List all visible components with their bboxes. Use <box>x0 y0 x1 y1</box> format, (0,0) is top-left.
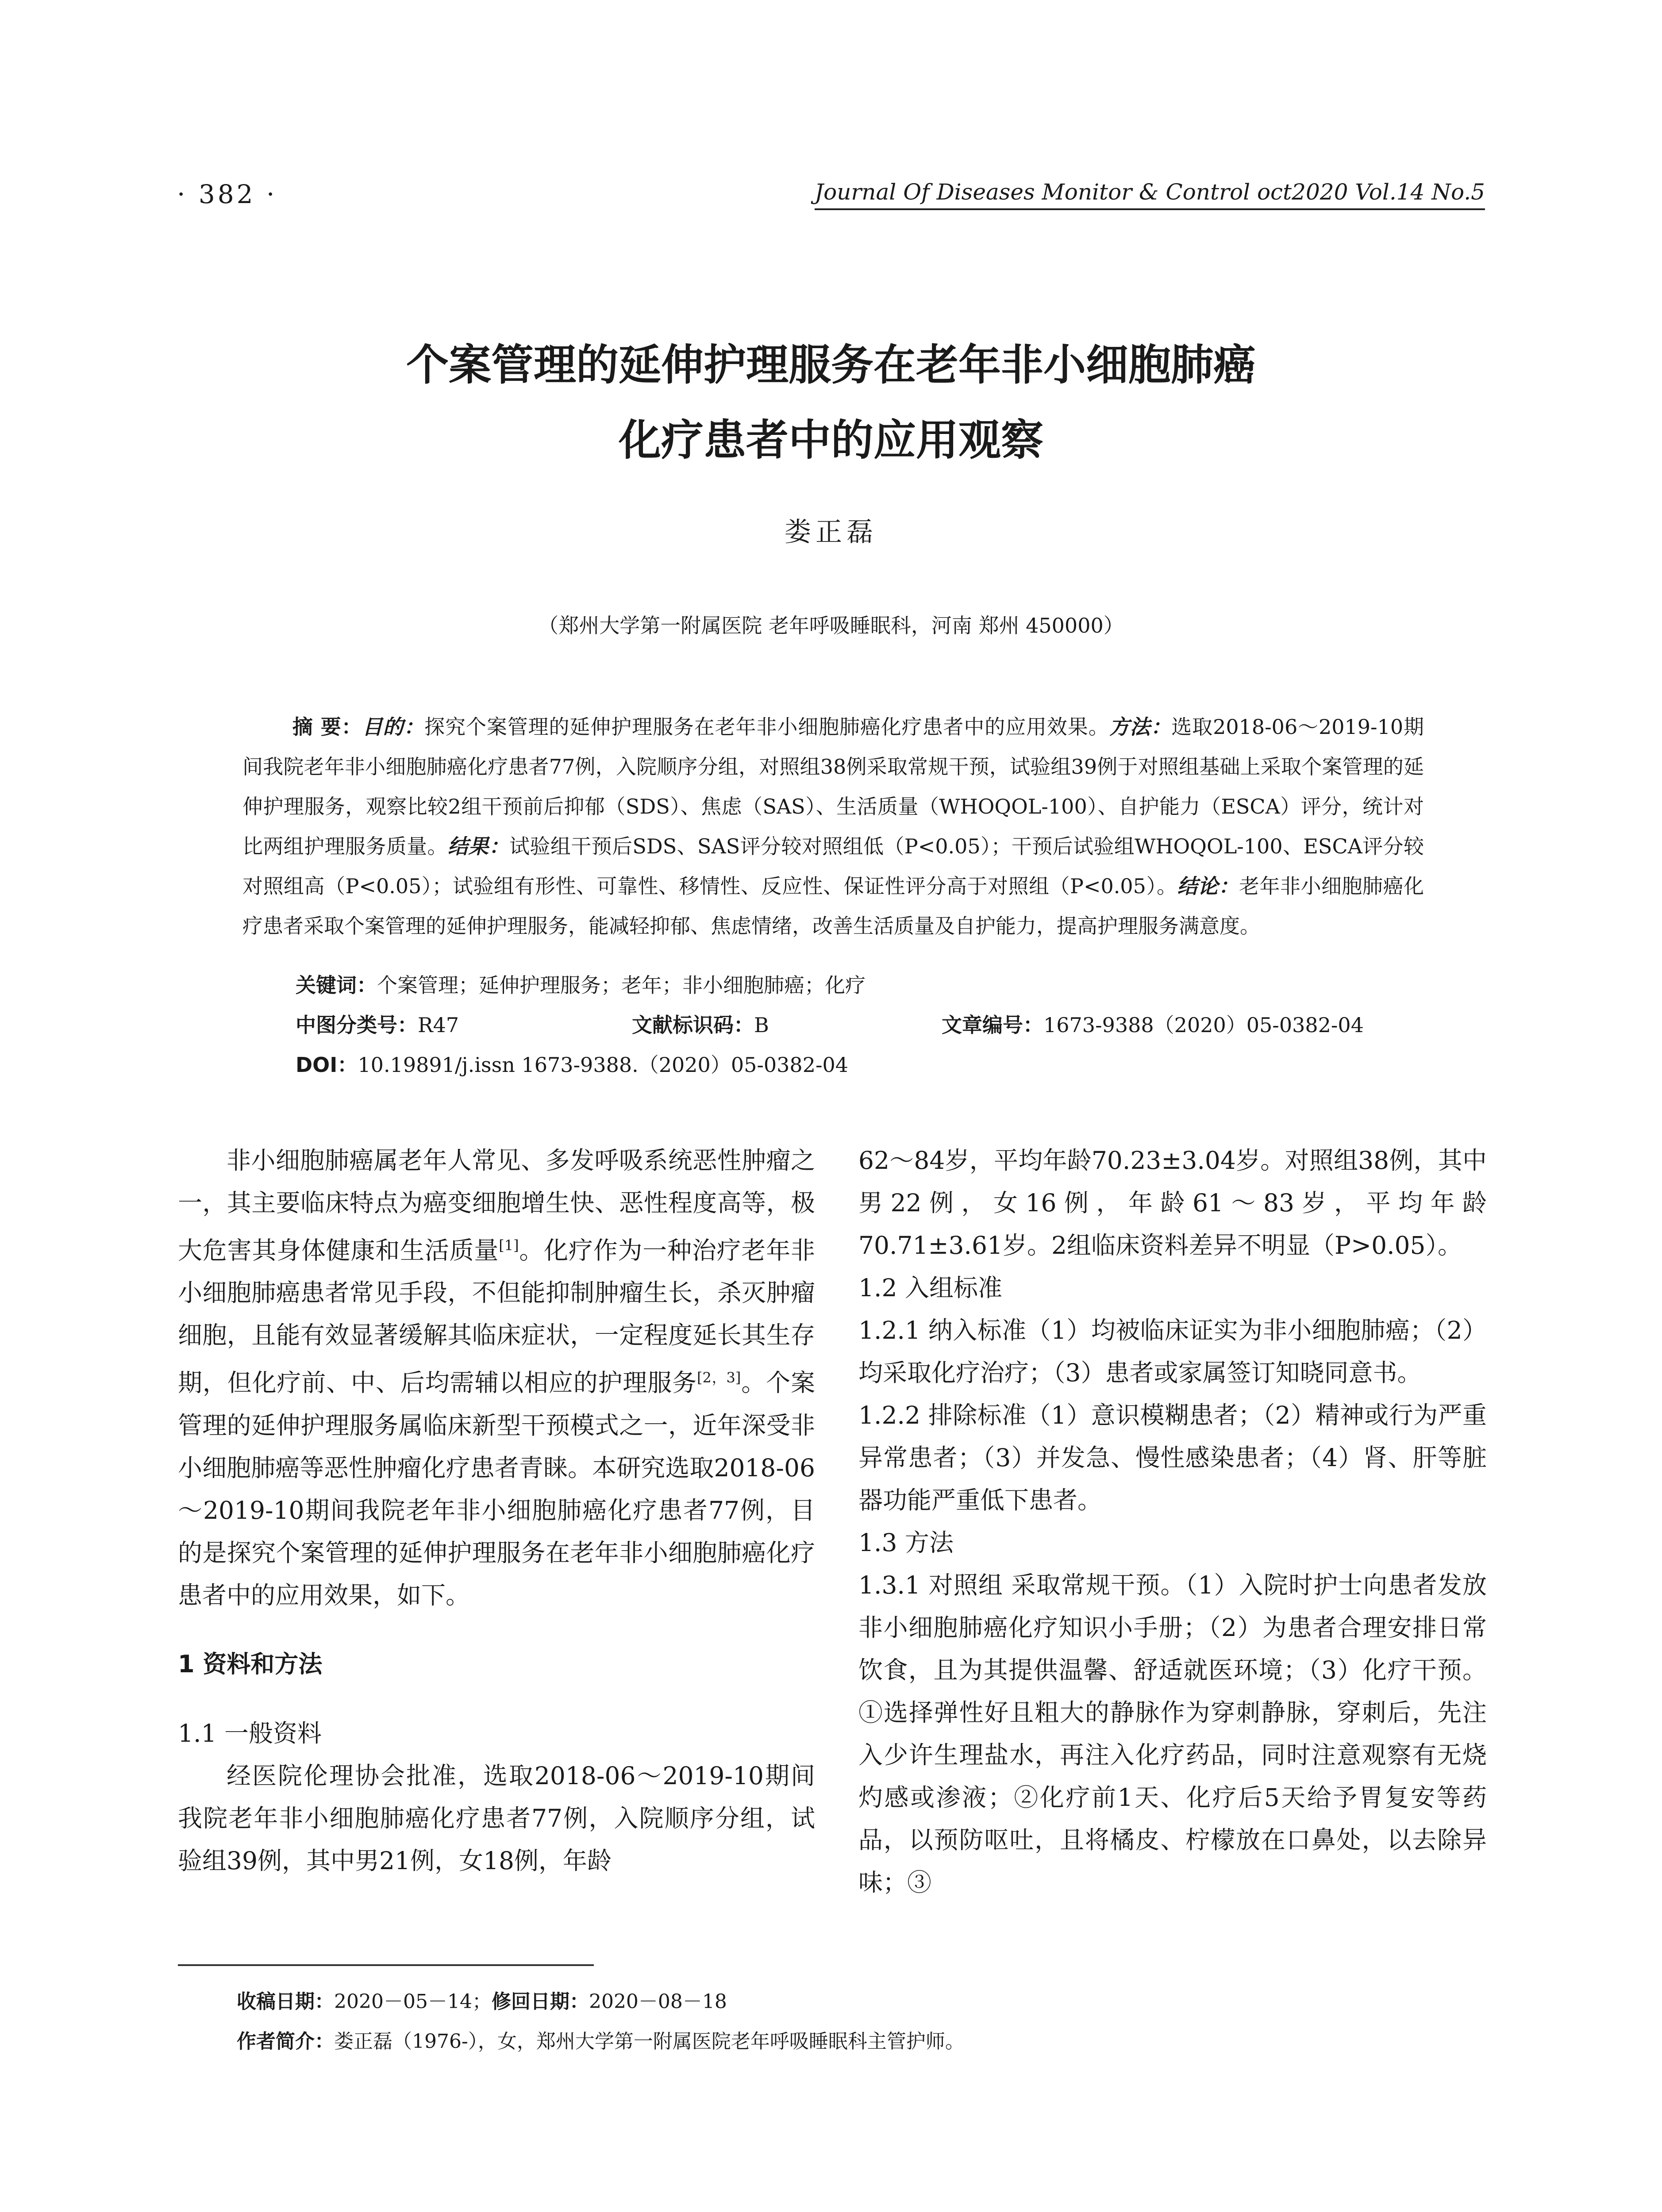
author: 娄正磊 <box>785 517 877 548</box>
objective-label: 目的： <box>362 715 425 739</box>
classification-row <box>296 1005 1424 1045</box>
conclusion-label: 结论： <box>1177 874 1239 898</box>
citation-1[interactable]: [1] <box>499 1237 519 1254</box>
section-heading-1-1: 1.1 一般资料 <box>178 1719 322 1747</box>
title-line-2: 化疗患者中的应用观察 <box>619 415 1043 465</box>
clc-value: R47 <box>418 1013 459 1037</box>
bio-text: 娄正磊（1976-），女，郑州大学第一附属医院老年呼吸睡眠科主管护师。 <box>334 2030 965 2053</box>
clc-code <box>296 1005 459 1045</box>
control-group-method: 1.3.1 对照组 采取常规干预。（1）入院时护士向患者发放非小细胞肺癌化疗知识小手册；（2）为患者合理安排日常饮食，且为其提供温馨、舒适就医环境；（3）化疗干预。①选择弹性好且粗大的静脉作为穿刺静脉，穿刺后，先注入少许生理盐水，再注入化疗药品，同时注意观察有无烧灼感或渗液；②化疗前1天、化疗后5天给予胃复安等药品，以预防呕吐，且将橘皮、柠檬放在口鼻处，以去除异味；③ <box>858 1571 1487 1897</box>
intro-text-b: 。化疗作为一种治疗老年非小细胞肺癌患者常见手段，不但能抑制肿瘤生长，杀灭肿瘤细胞，且能有效显著缓解其临床症状，一定程度延长其生存期，但化疗前、中、后均需辅以相应的护理服务 <box>178 1236 815 1397</box>
intro-text-c: 。个案管理的延伸护理服务属临床新型干预模式之一，近年深受非小细胞肺癌等恶性肿瘤化疗患者青睐。本研究选取2018-06～2019-10期间我院老年非小细胞肺癌化疗患者77例，目的是探究个案管理的延伸护理服务在老年非小细胞肺癌化疗患者中的应用效果，如下。 <box>178 1368 815 1609</box>
abstract-label: 摘 要： <box>292 715 362 739</box>
method-text: 选取2018-06～2019-10期间我院老年非小细胞肺癌化疗患者77例，入院顺序分组，对照组38例采取常规干预，试验组39例于对照组基础上采取个案管理的延伸护理服务，观察比较2组干预前后抑郁（SDS）、焦虑（SAS）、生活质量（WHOQOL-100）、自护能力（ESCA）评分，统计对比两组护理服务质量。 <box>242 715 1424 858</box>
article-label: 文章编号： <box>942 1013 1043 1037</box>
section-heading-1: 1 资料和方法 <box>178 1650 323 1678</box>
keywords-label: 关键词： <box>296 973 377 997</box>
journal-header: Journal Of Diseases Monitor & Control oct2020 Vol.14 No.5 <box>815 179 1485 210</box>
article-value: 1673-9388（2020）05-0382-04 <box>1043 1013 1364 1037</box>
bio-label: 作者简介： <box>237 2030 334 2053</box>
abstract <box>242 707 1424 946</box>
doi <box>296 1045 1424 1085</box>
inclusion-criteria: 1.2.1 纳入标准（1）均被临床证实为非小细胞肺癌；（2）均采取化疗治疗；（3）患者或家属签订知晓同意书。 <box>858 1316 1487 1387</box>
body-right-column <box>858 1139 1487 1904</box>
intro-paragraph <box>178 1139 815 1617</box>
clc-label: 中图分类号： <box>296 1013 418 1037</box>
conclusion-text: 老年非小细胞肺癌化疗患者采取个案管理的延伸护理服务，能减轻抑郁、焦虑情绪，改善生活质量及自护能力，提高护理服务满意度。 <box>242 874 1424 938</box>
affiliation: （郑州大学第一附属医院 老年呼吸睡眠科，河南 郑州 450000） <box>538 614 1124 637</box>
received-label: 收稿日期： <box>237 1990 334 2013</box>
footnote-divider <box>178 1964 594 1966</box>
footnote-author-bio <box>237 2022 1476 2062</box>
objective-text: 探究个案管理的延伸护理服务在老年非小细胞肺癌化疗患者中的应用效果。 <box>424 715 1109 739</box>
section-heading-1-3: 1.3 方法 <box>858 1528 954 1557</box>
result-text: 试验组干预后SDS、SAS评分较对照组低（P<0.05）；干预后试验组WHOQOL-100、ESCA评分较对照组高（P<0.05）；试验组有形性、可靠性、移情性、反应性、保证性评分高于对照组（P<0.05）。 <box>242 834 1424 898</box>
citation-2-3[interactable]: [2，3] <box>697 1369 741 1386</box>
general-info-continued: 62～84岁，平均年龄70.23±3.04岁。对照组38例，其中男22例，女16例，年龄61～83岁，平均年龄70.71±3.61岁。2组临床资料差异不明显（P>0.05）。 <box>858 1146 1487 1260</box>
title-line-1: 个案管理的延伸护理服务在老年非小细胞肺癌 <box>406 340 1256 390</box>
received-date: 2020－05－14； <box>334 1990 492 2013</box>
section-heading-1-2: 1.2 入组标准 <box>858 1274 1002 1302</box>
doi-value: 10.19891/j.issn 1673-9388.（2020）05-0382-04 <box>358 1053 849 1077</box>
page-number: · 382 · <box>177 179 277 209</box>
article-number <box>942 1005 1364 1045</box>
body-left-column <box>178 1139 815 1882</box>
footnote-dates <box>237 1982 1476 2022</box>
doc-label: 文献标识码： <box>632 1013 754 1037</box>
revised-label: 修回日期： <box>491 1990 589 2013</box>
exclusion-criteria: 1.2.2 排除标准（1）意识模糊患者；（2）精神或行为严重异常患者；（3）并发急、慢性感染患者；（4）肾、肝等脏器功能严重低下患者。 <box>858 1401 1487 1514</box>
doi-label: DOI： <box>296 1053 358 1077</box>
general-info-paragraph: 经医院伦理协会批准，选取2018-06～2019-10期间我院老年非小细胞肺癌化疗患者77例，入院顺序分组，试验组39例，其中男21例，女18例，年龄 <box>178 1761 815 1875</box>
doc-value: B <box>754 1013 769 1037</box>
keywords <box>296 965 1424 1005</box>
intro-text-a: 非小细胞肺癌属老年人常见、多发呼吸系统恶性肿瘤之一，其主要临床特点为癌变细胞增生快、恶性程度高等，极大危害其身体健康和生活质量 <box>178 1146 815 1265</box>
result-label: 结果： <box>447 834 510 858</box>
revised-date: 2020－08－18 <box>589 1990 727 2013</box>
method-label: 方法： <box>1109 715 1172 739</box>
document-code <box>632 1005 769 1045</box>
article-title <box>177 327 1485 478</box>
keywords-value: 个案管理；延伸护理服务；老年；非小细胞肺癌；化疗 <box>377 973 866 997</box>
